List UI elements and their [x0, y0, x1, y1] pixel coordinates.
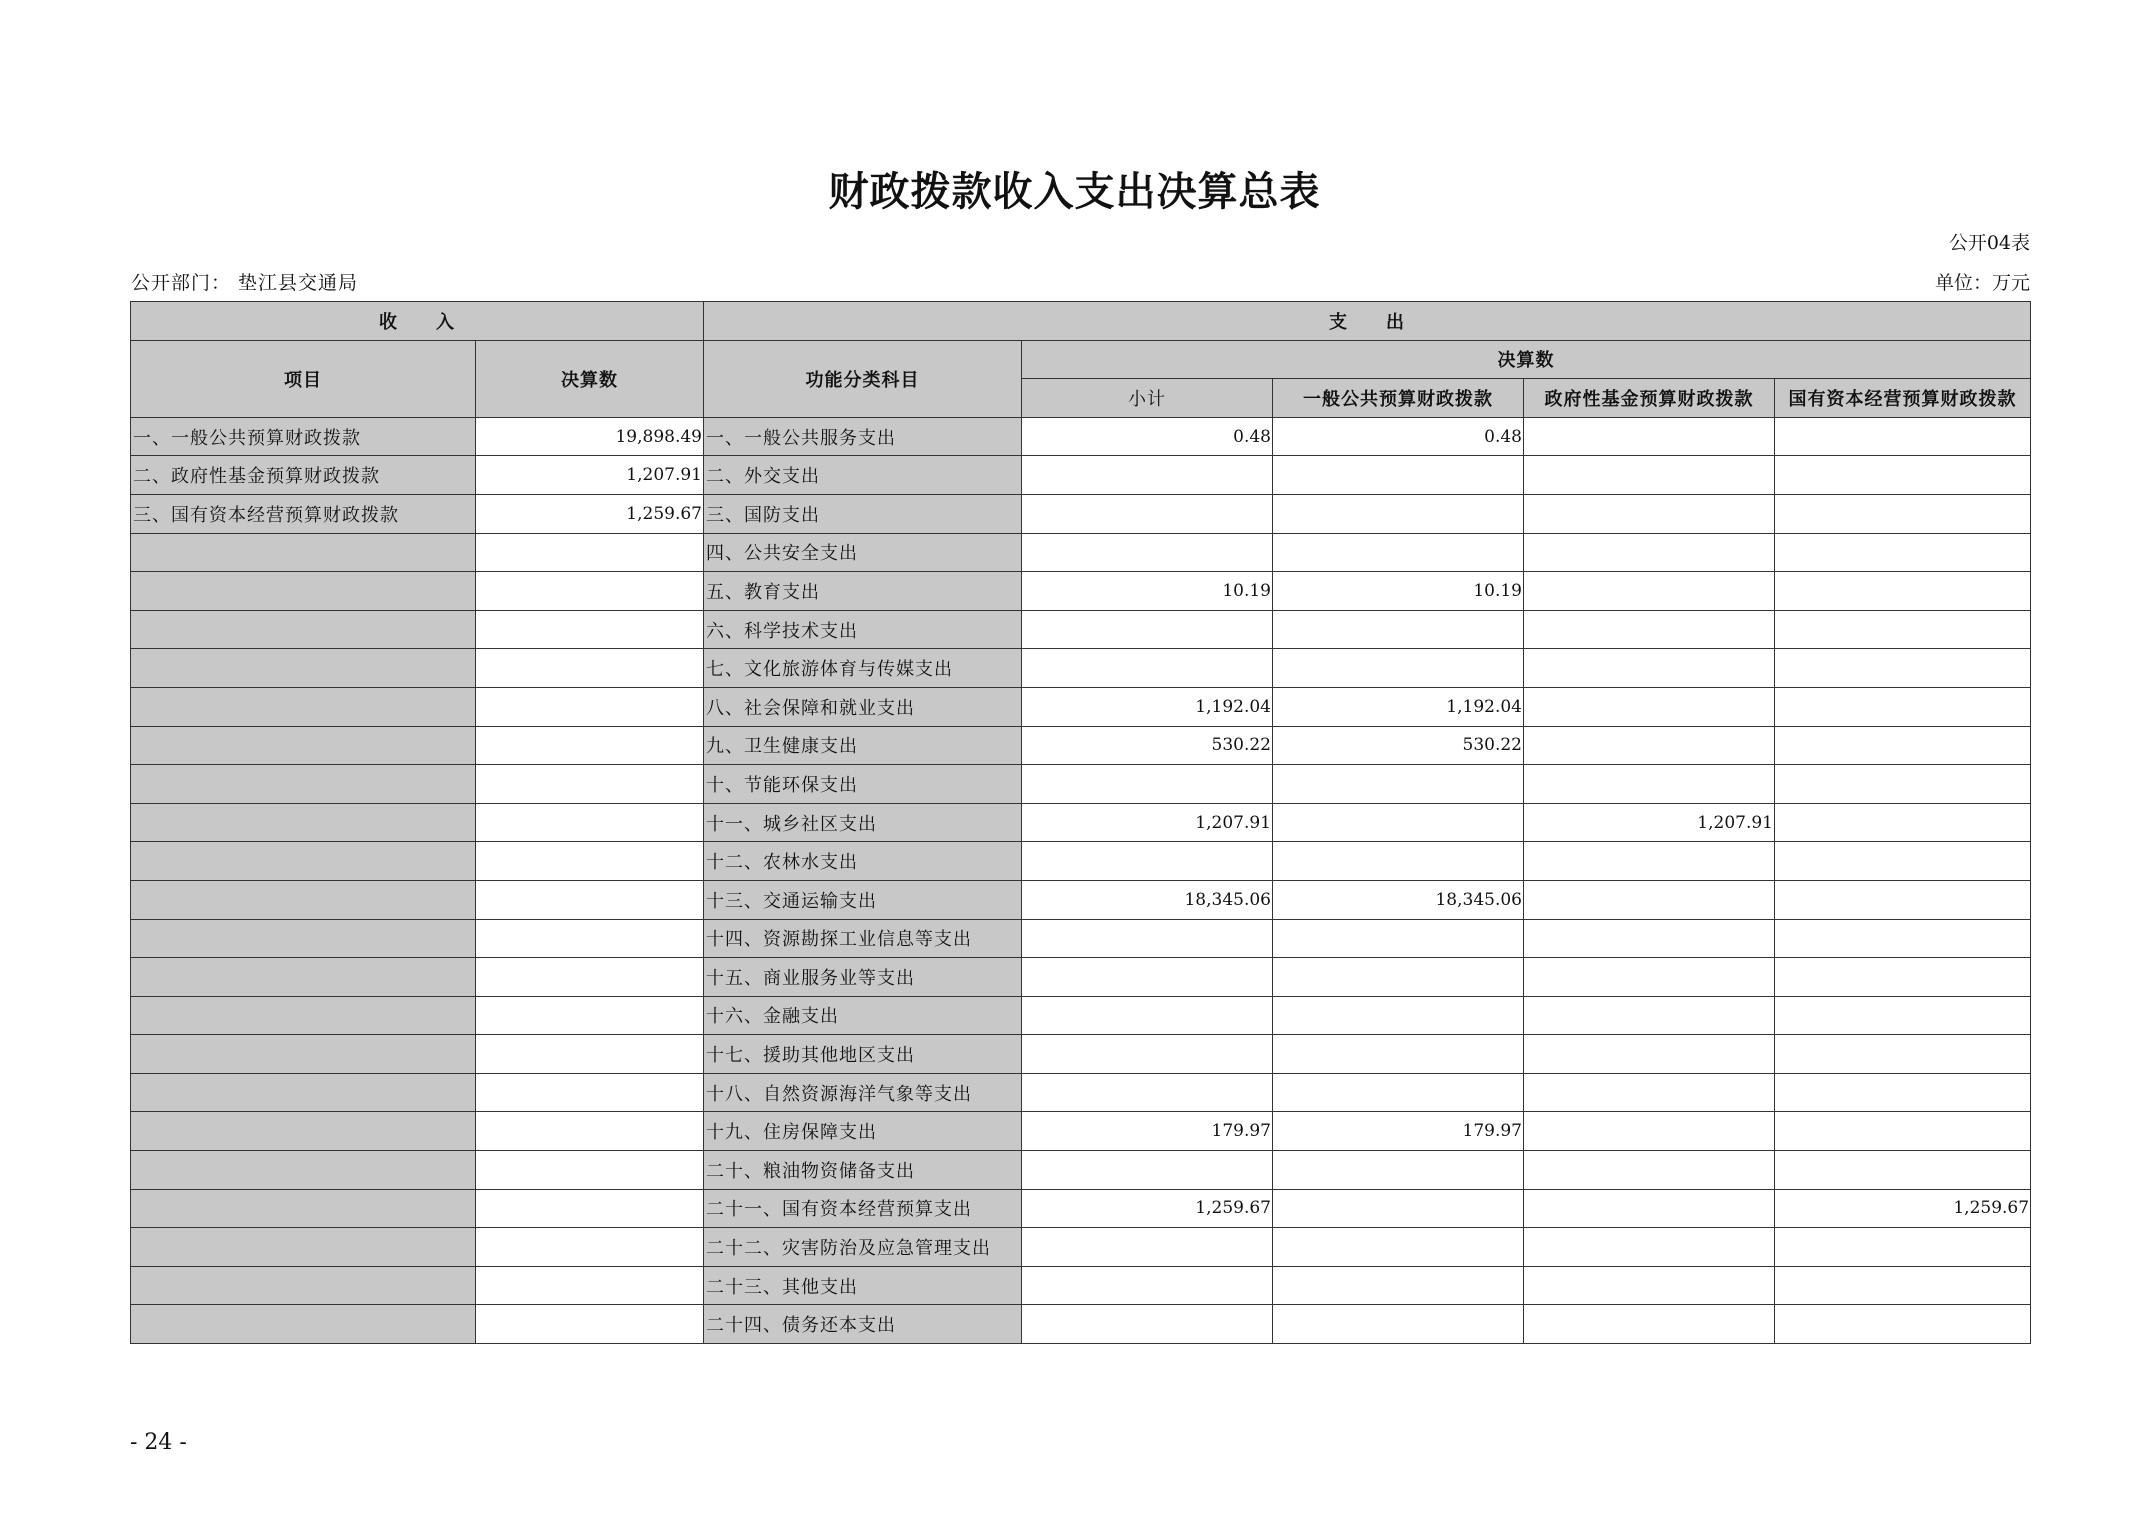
expense-item-cell: 二、外交支出 [704, 456, 1022, 495]
general-budget-cell [1273, 1151, 1524, 1190]
function-category-header: 功能分类科目 [704, 340, 1022, 417]
gov-fund-cell [1524, 687, 1775, 726]
subtotal-cell: 0.48 [1022, 417, 1273, 456]
state-capital-cell [1775, 1228, 2031, 1267]
subtotal-cell [1022, 610, 1273, 649]
general-budget-cell [1273, 649, 1524, 688]
state-capital-cell [1775, 880, 2031, 919]
expense-item-cell: 二十、粮油物资储备支出 [704, 1151, 1022, 1190]
income-amount-cell [476, 765, 704, 804]
income-item-cell [131, 765, 476, 804]
state-capital-cell [1775, 803, 2031, 842]
income-amount-cell: 19,898.49 [476, 417, 704, 456]
expense-item-cell: 二十二、灾害防治及应急管理支出 [704, 1228, 1022, 1267]
unit-label: 单位：万元 [1934, 272, 2030, 294]
table-row [131, 842, 2031, 881]
gov-fund-cell [1524, 880, 1775, 919]
state-capital-cell [1775, 610, 2031, 649]
income-item-cell [131, 1035, 476, 1074]
income-item-cell [131, 996, 476, 1035]
state-capital-cell [1775, 1266, 2031, 1305]
income-amount-cell [476, 533, 704, 572]
table-row [131, 1189, 2031, 1228]
income-amount-cell [476, 1073, 704, 1112]
general-budget-cell: 1,192.04 [1273, 687, 1524, 726]
subtotal-cell [1022, 649, 1273, 688]
state-capital-cell [1775, 958, 2031, 997]
gov-fund-cell [1524, 1073, 1775, 1112]
expense-header: 支 出 [704, 302, 2031, 341]
department-label: 公开部门： 垫江县交通局 [131, 272, 359, 294]
income-item-cell [131, 803, 476, 842]
general-budget-cell [1273, 1266, 1524, 1305]
table-row [131, 919, 2031, 958]
gov-fund-cell [1524, 726, 1775, 765]
table-row [131, 765, 2031, 804]
gov-fund-cell [1524, 1189, 1775, 1228]
gov-fund-header: 政府性基金预算财政拨款 [1524, 379, 1775, 418]
table-row [131, 726, 2031, 765]
income-amount-cell [476, 958, 704, 997]
gov-fund-cell [1524, 494, 1775, 533]
income-amount-cell: 1,259.67 [476, 494, 704, 533]
page-number: - 24 - [130, 1430, 187, 1455]
general-budget-cell [1273, 765, 1524, 804]
income-item-cell [131, 1112, 476, 1151]
expense-item-cell: 十七、援助其他地区支出 [704, 1035, 1022, 1074]
income-amount-cell [476, 1151, 704, 1190]
subtotal-cell [1022, 456, 1273, 495]
general-budget-cell [1273, 1305, 1524, 1344]
expense-item-cell: 二十一、国有资本经营预算支出 [704, 1189, 1022, 1228]
state-capital-cell [1775, 1112, 2031, 1151]
expense-item-cell: 十、节能环保支出 [704, 765, 1022, 804]
income-item-cell [131, 958, 476, 997]
state-capital-cell [1775, 842, 2031, 881]
income-amount-cell [476, 1189, 704, 1228]
subtotal-cell: 18,345.06 [1022, 880, 1273, 919]
gov-fund-cell [1524, 996, 1775, 1035]
income-amount-cell [476, 842, 704, 881]
general-budget-cell: 18,345.06 [1273, 880, 1524, 919]
gov-fund-cell [1524, 610, 1775, 649]
subtotal-cell: 1,192.04 [1022, 687, 1273, 726]
subtotal-cell [1022, 1228, 1273, 1267]
income-amount-cell [476, 1266, 704, 1305]
state-capital-cell [1775, 1035, 2031, 1074]
subtotal-cell [1022, 765, 1273, 804]
table-row [131, 1305, 2031, 1344]
state-capital-cell [1775, 765, 2031, 804]
expense-item-cell: 十一、城乡社区支出 [704, 803, 1022, 842]
table-row [131, 1228, 2031, 1267]
expense-item-cell: 十四、资源勘探工业信息等支出 [704, 919, 1022, 958]
general-budget-cell [1273, 1228, 1524, 1267]
general-budget-cell [1273, 610, 1524, 649]
general-budget-header: 一般公共预算财政拨款 [1273, 379, 1524, 418]
gov-fund-cell [1524, 842, 1775, 881]
gov-fund-cell [1524, 1228, 1775, 1267]
subtotal-cell [1022, 1035, 1273, 1074]
income-amount-cell [476, 726, 704, 765]
subtotal-cell [1022, 842, 1273, 881]
subtotal-cell [1022, 919, 1273, 958]
state-capital-cell [1775, 726, 2031, 765]
table-row [131, 494, 2031, 533]
subtotal-cell [1022, 1073, 1273, 1112]
gov-fund-cell [1524, 1266, 1775, 1305]
income-amount-cell [476, 919, 704, 958]
income-item-cell [131, 880, 476, 919]
state-capital-cell [1775, 1073, 2031, 1112]
gov-fund-cell [1524, 456, 1775, 495]
expense-item-cell: 三、国防支出 [704, 494, 1022, 533]
general-budget-cell [1273, 533, 1524, 572]
income-amount-cell [476, 1305, 704, 1344]
state-capital-cell [1775, 1305, 2031, 1344]
income-amount-cell [476, 803, 704, 842]
income-item-cell [131, 1228, 476, 1267]
general-budget-cell [1273, 919, 1524, 958]
general-budget-cell [1273, 842, 1524, 881]
table-row [131, 649, 2031, 688]
page-title: 财政拨款收入支出决算总表 [828, 168, 1321, 215]
gov-fund-cell [1524, 958, 1775, 997]
income-item-cell [131, 649, 476, 688]
state-capital-cell [1775, 533, 2031, 572]
general-budget-cell [1273, 958, 1524, 997]
general-budget-cell [1273, 803, 1524, 842]
gov-fund-cell [1524, 649, 1775, 688]
table-row [131, 687, 2031, 726]
expense-item-cell: 六、科学技术支出 [704, 610, 1022, 649]
income-amount-cell [476, 687, 704, 726]
income-amount-cell [476, 880, 704, 919]
expense-item-cell: 七、文化旅游体育与传媒支出 [704, 649, 1022, 688]
income-amount-cell [476, 649, 704, 688]
income-item-cell [131, 1189, 476, 1228]
expense-item-cell: 二十三、其他支出 [704, 1266, 1022, 1305]
state-capital-cell [1775, 417, 2031, 456]
income-item-cell: 三、国有资本经营预算财政拨款 [131, 494, 476, 533]
income-header: 收 入 [131, 302, 704, 341]
gov-fund-cell [1524, 572, 1775, 611]
income-item-cell [131, 1305, 476, 1344]
expense-item-cell: 八、社会保障和就业支出 [704, 687, 1022, 726]
income-item-cell [131, 533, 476, 572]
state-capital-cell [1775, 687, 2031, 726]
general-budget-cell: 530.22 [1273, 726, 1524, 765]
table-row [131, 417, 2031, 456]
table-row [131, 803, 2031, 842]
income-item-cell: 一、一般公共预算财政拨款 [131, 417, 476, 456]
income-item-cell: 二、政府性基金预算财政拨款 [131, 456, 476, 495]
expense-item-cell: 十三、交通运输支出 [704, 880, 1022, 919]
income-item-cell [131, 726, 476, 765]
income-item-cell [131, 1151, 476, 1190]
state-capital-cell [1775, 996, 2031, 1035]
state-capital-cell [1775, 1151, 2031, 1190]
income-item-cell [131, 1266, 476, 1305]
state-capital-cell [1775, 649, 2031, 688]
table-row [131, 533, 2031, 572]
income-item-cell [131, 919, 476, 958]
state-capital-cell [1775, 572, 2031, 611]
expense-item-cell: 一、一般公共服务支出 [704, 417, 1022, 456]
general-budget-cell [1273, 456, 1524, 495]
income-amount-cell [476, 610, 704, 649]
table-row [131, 610, 2031, 649]
general-budget-cell: 0.48 [1273, 417, 1524, 456]
general-budget-cell [1273, 494, 1524, 533]
table-row [131, 572, 2031, 611]
subtotal-cell [1022, 494, 1273, 533]
subtotal-cell [1022, 1305, 1273, 1344]
income-item-cell [131, 1073, 476, 1112]
form-number: 公开04表 [1948, 232, 2030, 254]
income-amount-cell [476, 996, 704, 1035]
table-row [131, 1112, 2031, 1151]
table-row [131, 1266, 2031, 1305]
table-row [131, 1151, 2031, 1190]
general-budget-cell [1273, 996, 1524, 1035]
table-row [131, 880, 2031, 919]
subtotal-cell [1022, 1151, 1273, 1190]
income-amount-cell [476, 572, 704, 611]
state-capital-header: 国有资本经营预算财政拨款 [1775, 379, 2031, 418]
expense-item-cell: 十八、自然资源海洋气象等支出 [704, 1073, 1022, 1112]
final-amount-header: 决算数 [476, 340, 704, 417]
expense-item-cell: 五、教育支出 [704, 572, 1022, 611]
subtotal-cell: 530.22 [1022, 726, 1273, 765]
gov-fund-cell [1524, 1151, 1775, 1190]
table-row [131, 996, 2031, 1035]
subtotal-cell [1022, 996, 1273, 1035]
table-row [131, 456, 2031, 495]
final-amount-group-header: 决算数 [1022, 340, 2031, 379]
subtotal-header: 小计 [1022, 379, 1273, 418]
expense-item-cell: 四、公共安全支出 [704, 533, 1022, 572]
general-budget-cell [1273, 1073, 1524, 1112]
income-item-cell [131, 610, 476, 649]
gov-fund-cell [1524, 919, 1775, 958]
income-amount-cell [476, 1228, 704, 1267]
subtotal-cell [1022, 958, 1273, 997]
gov-fund-cell [1524, 765, 1775, 804]
state-capital-cell: 1,259.67 [1775, 1189, 2031, 1228]
subtotal-cell: 179.97 [1022, 1112, 1273, 1151]
subtotal-cell: 1,259.67 [1022, 1189, 1273, 1228]
expense-item-cell: 九、卫生健康支出 [704, 726, 1022, 765]
income-amount-cell: 1,207.91 [476, 456, 704, 495]
general-budget-cell [1273, 1189, 1524, 1228]
gov-fund-cell [1524, 1305, 1775, 1344]
expense-item-cell: 二十四、债务还本支出 [704, 1305, 1022, 1344]
state-capital-cell [1775, 494, 2031, 533]
item-header: 项目 [131, 340, 476, 417]
gov-fund-cell [1524, 1035, 1775, 1074]
gov-fund-cell [1524, 1112, 1775, 1151]
table-row [131, 958, 2031, 997]
subtotal-cell [1022, 533, 1273, 572]
state-capital-cell [1775, 919, 2031, 958]
gov-fund-cell [1524, 417, 1775, 456]
income-amount-cell [476, 1112, 704, 1151]
expense-item-cell: 十六、金融支出 [704, 996, 1022, 1035]
budget-summary-table [130, 301, 2031, 1344]
state-capital-cell [1775, 456, 2031, 495]
income-amount-cell [476, 1035, 704, 1074]
subtotal-cell: 10.19 [1022, 572, 1273, 611]
subtotal-cell: 1,207.91 [1022, 803, 1273, 842]
table-row [131, 1073, 2031, 1112]
subtotal-cell [1022, 1266, 1273, 1305]
income-item-cell [131, 572, 476, 611]
general-budget-cell [1273, 1035, 1524, 1074]
gov-fund-cell [1524, 533, 1775, 572]
expense-item-cell: 十九、住房保障支出 [704, 1112, 1022, 1151]
general-budget-cell: 10.19 [1273, 572, 1524, 611]
income-item-cell [131, 687, 476, 726]
gov-fund-cell: 1,207.91 [1524, 803, 1775, 842]
table-row [131, 1035, 2031, 1074]
income-item-cell [131, 842, 476, 881]
general-budget-cell: 179.97 [1273, 1112, 1524, 1151]
expense-item-cell: 十五、商业服务业等支出 [704, 958, 1022, 997]
expense-item-cell: 十二、农林水支出 [704, 842, 1022, 881]
